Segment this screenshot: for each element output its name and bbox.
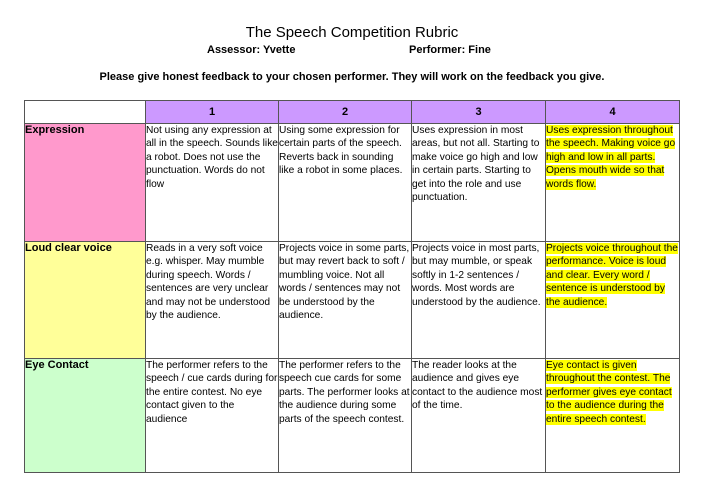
level-header-1: 1	[146, 101, 279, 124]
table-row-expression	[25, 124, 680, 242]
criterion-expression: Expression	[25, 124, 146, 242]
instructions-text: Please give honest feedback to your chosen performer. They will work on the feedback you give.	[99, 71, 605, 83]
descriptor-voice-4	[546, 242, 680, 359]
descriptor-eye-1: The performer refers to the speech / cue cards during for the entire contest. No eye contact given to the audience	[146, 359, 279, 473]
criterion-loud-clear-voice: Loud clear voice	[25, 242, 146, 359]
descriptor-voice-3: Projects voice in most parts, but may mumble, or speak softly in 1-2 sentences / words. Most words are understood by the audience.	[412, 242, 546, 359]
header-row	[25, 101, 680, 124]
highlighted-text: Projects voice throughout the performance. Voice is loud and clear. Every word / sentence is understood by the audience.	[546, 243, 678, 308]
page-title: The Speech Competition Rubric	[245, 24, 459, 41]
descriptor-expression-2: Using some expression for certain parts of the speech. Reverts back in sounding like a robot in some places.	[279, 124, 412, 242]
level-header-4: 4	[546, 101, 680, 124]
highlighted-text: Eye contact is given throughout the contest. The performer gives eye contact to the audience during the entire speech contest.	[546, 360, 672, 425]
level-header-2: 2	[279, 101, 412, 124]
descriptor-eye-3: The reader looks at the audience and gives eye contact to the audience most of the time.	[412, 359, 546, 473]
level-header-3: 3	[412, 101, 546, 124]
descriptor-expression-1: Not using any expression at all in the speech. Sounds like a robot. Does not use the punctuation. Words do not flow	[146, 124, 279, 242]
descriptor-expression-3: Uses expression in most areas, but not all. Starting to make voice go high and low in certain parts. Starting to get into the role and use punctuation.	[412, 124, 546, 242]
table-row-eye-contact	[25, 359, 680, 473]
highlighted-text: Uses expression throughout the speech. Making voice go high and low in all parts.	[546, 125, 676, 163]
highlighted-text: Opens mouth wide so that words flow.	[546, 165, 665, 190]
table-row-loud-clear-voice	[25, 242, 680, 359]
criterion-eye-contact: Eye Contact	[25, 359, 146, 473]
descriptor-voice-1: Reads in a very soft voice e.g. whisper. May mumble during speech. Words / sentences are very unclear and may not be understood by the audience.	[146, 242, 279, 359]
rubric-table	[24, 100, 680, 473]
descriptor-eye-2: The performer refers to the speech cue cards for some parts. The performer looks at the audience during some parts of the speech contest.	[279, 359, 412, 473]
descriptor-eye-4	[546, 359, 680, 473]
header-corner-cell	[25, 101, 146, 124]
performer-label: Performer: Fine	[409, 44, 491, 56]
assessor-label: Assessor: Yvette	[207, 44, 296, 56]
descriptor-expression-4	[546, 124, 680, 242]
descriptor-voice-2: Projects voice in some parts, but may revert back to soft / mumbling voice. Not all words / sentences may not be understood by the audience.	[279, 242, 412, 359]
